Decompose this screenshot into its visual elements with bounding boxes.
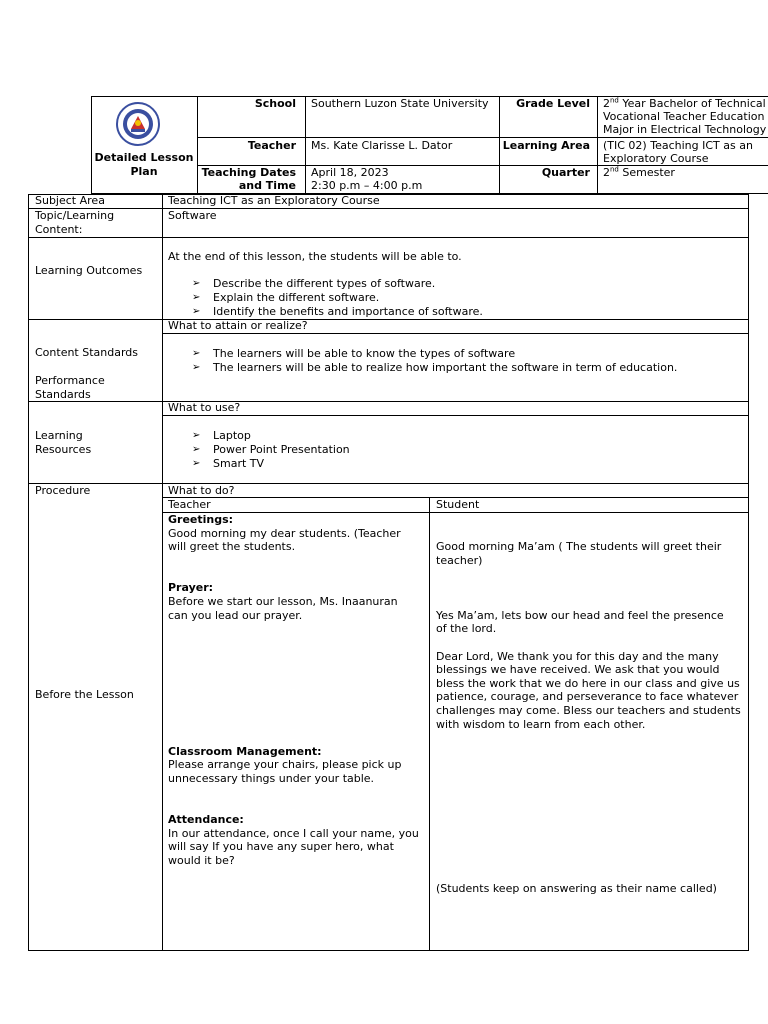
- attendance-title: Attendance:: [168, 813, 244, 826]
- learning-area-value-line1: (TIC 02) Teaching ICT as an: [603, 139, 753, 152]
- procedure-label: Procedure: [35, 484, 91, 497]
- bullet-arrow-icon: ➢: [192, 362, 201, 373]
- subject-area-value: Teaching ICT as an Exploratory Course: [168, 194, 380, 207]
- header-title: Detailed Lesson Plan: [92, 151, 196, 178]
- attendance-reply: (Students keep on answering as their name called): [436, 882, 717, 895]
- grade-level-value-line2: Vocational Teacher Education: [603, 110, 765, 123]
- performance-standards-label-line2: Standards: [35, 388, 91, 401]
- teacher-label: Teacher: [247, 139, 296, 152]
- prayer-text-line: bless the work that we do here in our class and give us: [436, 677, 740, 690]
- attendance-line: In our attendance, once I call your name, you: [168, 827, 419, 840]
- teacher-value: Ms. Kate Clarisse L. Dator: [311, 139, 453, 152]
- teacher-column-header: Teacher: [168, 498, 211, 511]
- bullet-arrow-icon: ➢: [192, 292, 201, 303]
- before-lesson-label: Before the Lesson: [35, 688, 134, 701]
- standards-prompt: What to attain or realize?: [168, 319, 308, 332]
- attendance-line: would it be?: [168, 854, 235, 867]
- learning-area-value-line2: Exploratory Course: [603, 152, 709, 165]
- learning-resources-label-line1: Learning: [35, 429, 83, 442]
- grade-level-label: Grade Level: [516, 97, 590, 110]
- bullet-arrow-icon: ➢: [192, 430, 201, 441]
- bullet-arrow-icon: ➢: [192, 458, 201, 469]
- deped-seal-logo: [109, 102, 167, 148]
- topic-label-line1: Topic/Learning: [35, 209, 115, 222]
- classroom-management-title: Classroom Management:: [168, 745, 322, 758]
- procedure-prompt: What to do?: [168, 484, 235, 497]
- grade-level-value-line1: 2nd Year Bachelor of Technical: [603, 96, 766, 110]
- greetings-reply-line: teacher): [436, 554, 483, 567]
- standard-item: The learners will be able to realize how important the software in term of education.: [213, 361, 678, 374]
- outcome-item: Identify the benefits and importance of software.: [213, 305, 483, 318]
- bullet-arrow-icon: ➢: [192, 306, 201, 317]
- prayer-reply-line: Yes Ma’am, lets bow our head and feel the presence: [436, 609, 724, 622]
- content-standards-label: Content Standards: [35, 346, 139, 359]
- student-column-header: Student: [436, 498, 480, 511]
- prayer-line: can you lead our prayer.: [168, 609, 303, 622]
- subject-area-label: Subject Area: [35, 194, 105, 207]
- prayer-text-line: challenges may come. Bless our teachers and students: [436, 704, 741, 717]
- quarter-value: 2nd Semester: [603, 165, 675, 179]
- outcome-item: Describe the different types of software.: [213, 277, 436, 290]
- bullet-arrow-icon: ➢: [192, 348, 201, 359]
- teaching-dates-label-line2: and Time: [238, 179, 296, 192]
- greetings-line: Good morning my dear students. (Teacher: [168, 527, 401, 540]
- learning-outcomes-label: Learning Outcomes: [35, 264, 143, 277]
- standard-item: The learners will be able to know the types of software: [213, 347, 516, 360]
- learning-outcomes-intro: At the end of this lesson, the students will be able to.: [168, 250, 462, 263]
- greetings-reply-line: Good morning Ma’am ( The students will greet their: [436, 540, 722, 553]
- resource-item: Power Point Presentation: [213, 443, 350, 456]
- prayer-text-line: patience, courage, and perseverance to face whatever: [436, 690, 739, 703]
- prayer-text-line: Dear Lord, We thank you for this day and the many: [436, 650, 719, 663]
- prayer-title: Prayer:: [168, 581, 214, 594]
- topic-label-line2: Content:: [35, 223, 83, 236]
- resource-item: Laptop: [213, 429, 251, 442]
- prayer-text-line: with wisdom to learn from each other.: [436, 718, 646, 731]
- prayer-text-line: blessings we have received. We ask that you would: [436, 663, 720, 676]
- learning-area-label: Learning Area: [502, 139, 590, 152]
- resource-item: Smart TV: [213, 457, 265, 470]
- grade-level-value-line3: Major in Electrical Technology: [603, 123, 767, 136]
- learning-resources-label-line2: Resources: [35, 443, 92, 456]
- teaching-dates-label-line1: Teaching Dates: [201, 166, 296, 179]
- quarter-label: Quarter: [541, 166, 590, 179]
- greetings-title: Greetings:: [168, 513, 234, 526]
- teaching-time-value: 2:30 p.m – 4:00 p.m: [311, 179, 423, 192]
- teaching-date-value: April 18, 2023: [311, 166, 389, 179]
- header-title-line2: Plan: [130, 164, 158, 178]
- school-label: School: [254, 97, 296, 110]
- prayer-line: Before we start our lesson, Ms. Inaanuran: [168, 595, 398, 608]
- school-value: Southern Luzon State University: [311, 97, 489, 110]
- bullet-arrow-icon: ➢: [192, 444, 201, 455]
- bullet-arrow-icon: ➢: [192, 278, 201, 289]
- greetings-line: will greet the students.: [168, 540, 296, 553]
- header-table: [0, 0, 768, 200]
- resources-prompt: What to use?: [168, 401, 241, 414]
- classroom-line: unnecessary things under your table.: [168, 772, 375, 785]
- performance-standards-label-line1: Performance: [35, 374, 105, 387]
- classroom-line: Please arrange your chairs, please pick up: [168, 758, 402, 771]
- attendance-line: will say If you have any super hero, what: [168, 840, 394, 853]
- topic-value: Software: [168, 209, 217, 222]
- prayer-reply-line: of the lord.: [436, 622, 497, 635]
- outcome-item: Explain the different software.: [213, 291, 380, 304]
